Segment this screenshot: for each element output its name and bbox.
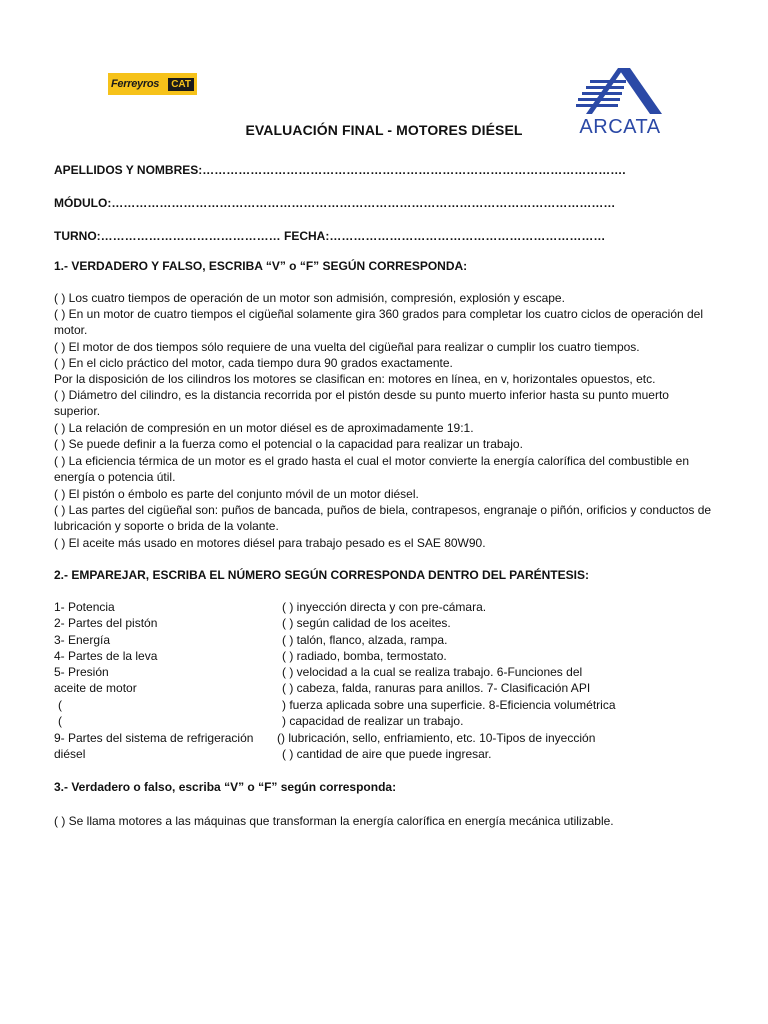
- s2-left-7: (: [58, 698, 62, 712]
- s1-item-2: ( ) En un motor de cuatro tiempos el cigüeñal solamente gira 360 grados para completar los cuatro ciclos de operación del motor.: [54, 307, 704, 338]
- s2-right-2: ( ) según calidad de los aceites.: [282, 616, 451, 630]
- ferreyros-logo-text: Ferreyros: [111, 78, 160, 90]
- s1-item-11: ( ) Las partes del cigüeñal son: puños de bancada, puños de biela, contrapesos, engranaje o piñón, orificios y conductos de lubricación y soporte o brida de la volante.: [54, 503, 712, 534]
- s2-right-9: () lubricación, sello, enfriamiento, etc. 10-Tipos de inyección: [277, 731, 596, 745]
- field-modulo: MÓDULO:………………………………………………………………………………………………………………: [54, 196, 616, 210]
- s2-right-7: ) fuerza aplicada sobre una superficie. 8-Eficiencia volumétrica: [282, 698, 616, 712]
- document-title: EVALUACIÓN FINAL - MOTORES DIÉSEL: [245, 122, 523, 138]
- arcata-logo-text: ARCATA: [579, 116, 661, 138]
- field-turno-fecha: TURNO:……………………………………… FECHA:……………………………………………………………: [54, 229, 606, 243]
- s2-left-9: 9- Partes del sistema de refrigeración: [54, 731, 254, 745]
- s1-item-4: ( ) En el ciclo práctico del motor, cada tiempo dura 90 grados exactamente.: [54, 356, 453, 370]
- s1-item-6: ( ) Diámetro del cilindro, es la distancia recorrida por el pistón desde su punto muerto inferior hasta su punto muerto superior.: [54, 388, 669, 419]
- s2-right-10: ( ) cantidad de aire que puede ingresar.: [282, 747, 492, 761]
- s3-item-1: ( ) Se llama motores a las máquinas que transforman la energía calorífica en energía mecánica utilizable.: [54, 814, 614, 828]
- s1-item-3: ( ) El motor de dos tiempos sólo requiere de una vuelta del cigüeñal para realizar o cumplir los cuatro tiempos.: [54, 340, 640, 354]
- section-1-heading: 1.- VERDADERO Y FALSO, ESCRIBA “V” o “F” SEGÚN CORRESPONDA:: [54, 259, 468, 273]
- field-apellidos-nombres: APELLIDOS Y NOMBRES:…………………………………………………………………………………………….: [54, 163, 626, 177]
- s2-right-4: ( ) radiado, bomba, termostato.: [282, 649, 447, 663]
- s2-left-1: 1- Potencia: [54, 600, 115, 614]
- s2-right-1: ( ) inyección directa y con pre-cámara.: [282, 600, 487, 614]
- cat-logo-text: CAT: [168, 78, 194, 91]
- s1-item-8: ( ) Se puede definir a la fuerza como el potencial o la capacidad para realizar un trabajo.: [54, 437, 523, 451]
- s2-left-10: diésel: [54, 747, 86, 761]
- s2-left-5: 5- Presión: [54, 665, 109, 679]
- s2-left-4: 4- Partes de la leva: [54, 649, 158, 663]
- s2-right-8: ) capacidad de realizar un trabajo.: [282, 714, 464, 728]
- s1-item-5: Por la disposición de los cilindros los motores se clasifican en: motores en línea, en v, horizontales opuestos, etc.: [54, 372, 656, 386]
- section-3-heading: 3.- Verdadero o falso, escriba “V” o “F” según corresponda:: [54, 780, 397, 794]
- s1-item-12: ( ) El aceite más usado en motores diésel para trabajo pesado es el SAE 80W90.: [54, 536, 486, 550]
- s2-left-2: 2- Partes del pistón: [54, 616, 158, 630]
- s1-item-10: ( ) El pistón o émbolo es parte del conjunto móvil de un motor diésel.: [54, 487, 419, 501]
- s2-left-8: (: [58, 714, 62, 728]
- s1-item-1: ( ) Los cuatro tiempos de operación de un motor son admisión, compresión, explosión y escape.: [54, 291, 565, 305]
- s2-left-6: aceite de motor: [54, 681, 137, 695]
- s2-right-5: ( ) velocidad a la cual se realiza trabajo. 6-Funciones del: [282, 665, 583, 679]
- s2-right-6: ( ) cabeza, falda, ranuras para anillos. 7- Clasificación API: [282, 681, 591, 695]
- s2-right-3: ( ) talón, flanco, alzada, rampa.: [282, 633, 448, 647]
- section-2-heading: 2.- EMPAREJAR, ESCRIBA EL NÚMERO SEGÚN CORRESPONDA DENTRO DEL PARÉNTESIS:: [54, 568, 589, 582]
- s2-left-3: 3- Energía: [54, 633, 111, 647]
- ferreyros-cat-logo: [108, 73, 197, 95]
- arcata-a-mark-icon: [572, 66, 668, 118]
- s1-item-9: ( ) La eficiencia térmica de un motor es el grado hasta el cual el motor convierte la energía calorífica del combustible en energía o potencia útil.: [54, 454, 689, 485]
- s1-item-7: ( ) La relación de compresión en un motor diésel es de aproximadamente 19:1.: [54, 421, 474, 435]
